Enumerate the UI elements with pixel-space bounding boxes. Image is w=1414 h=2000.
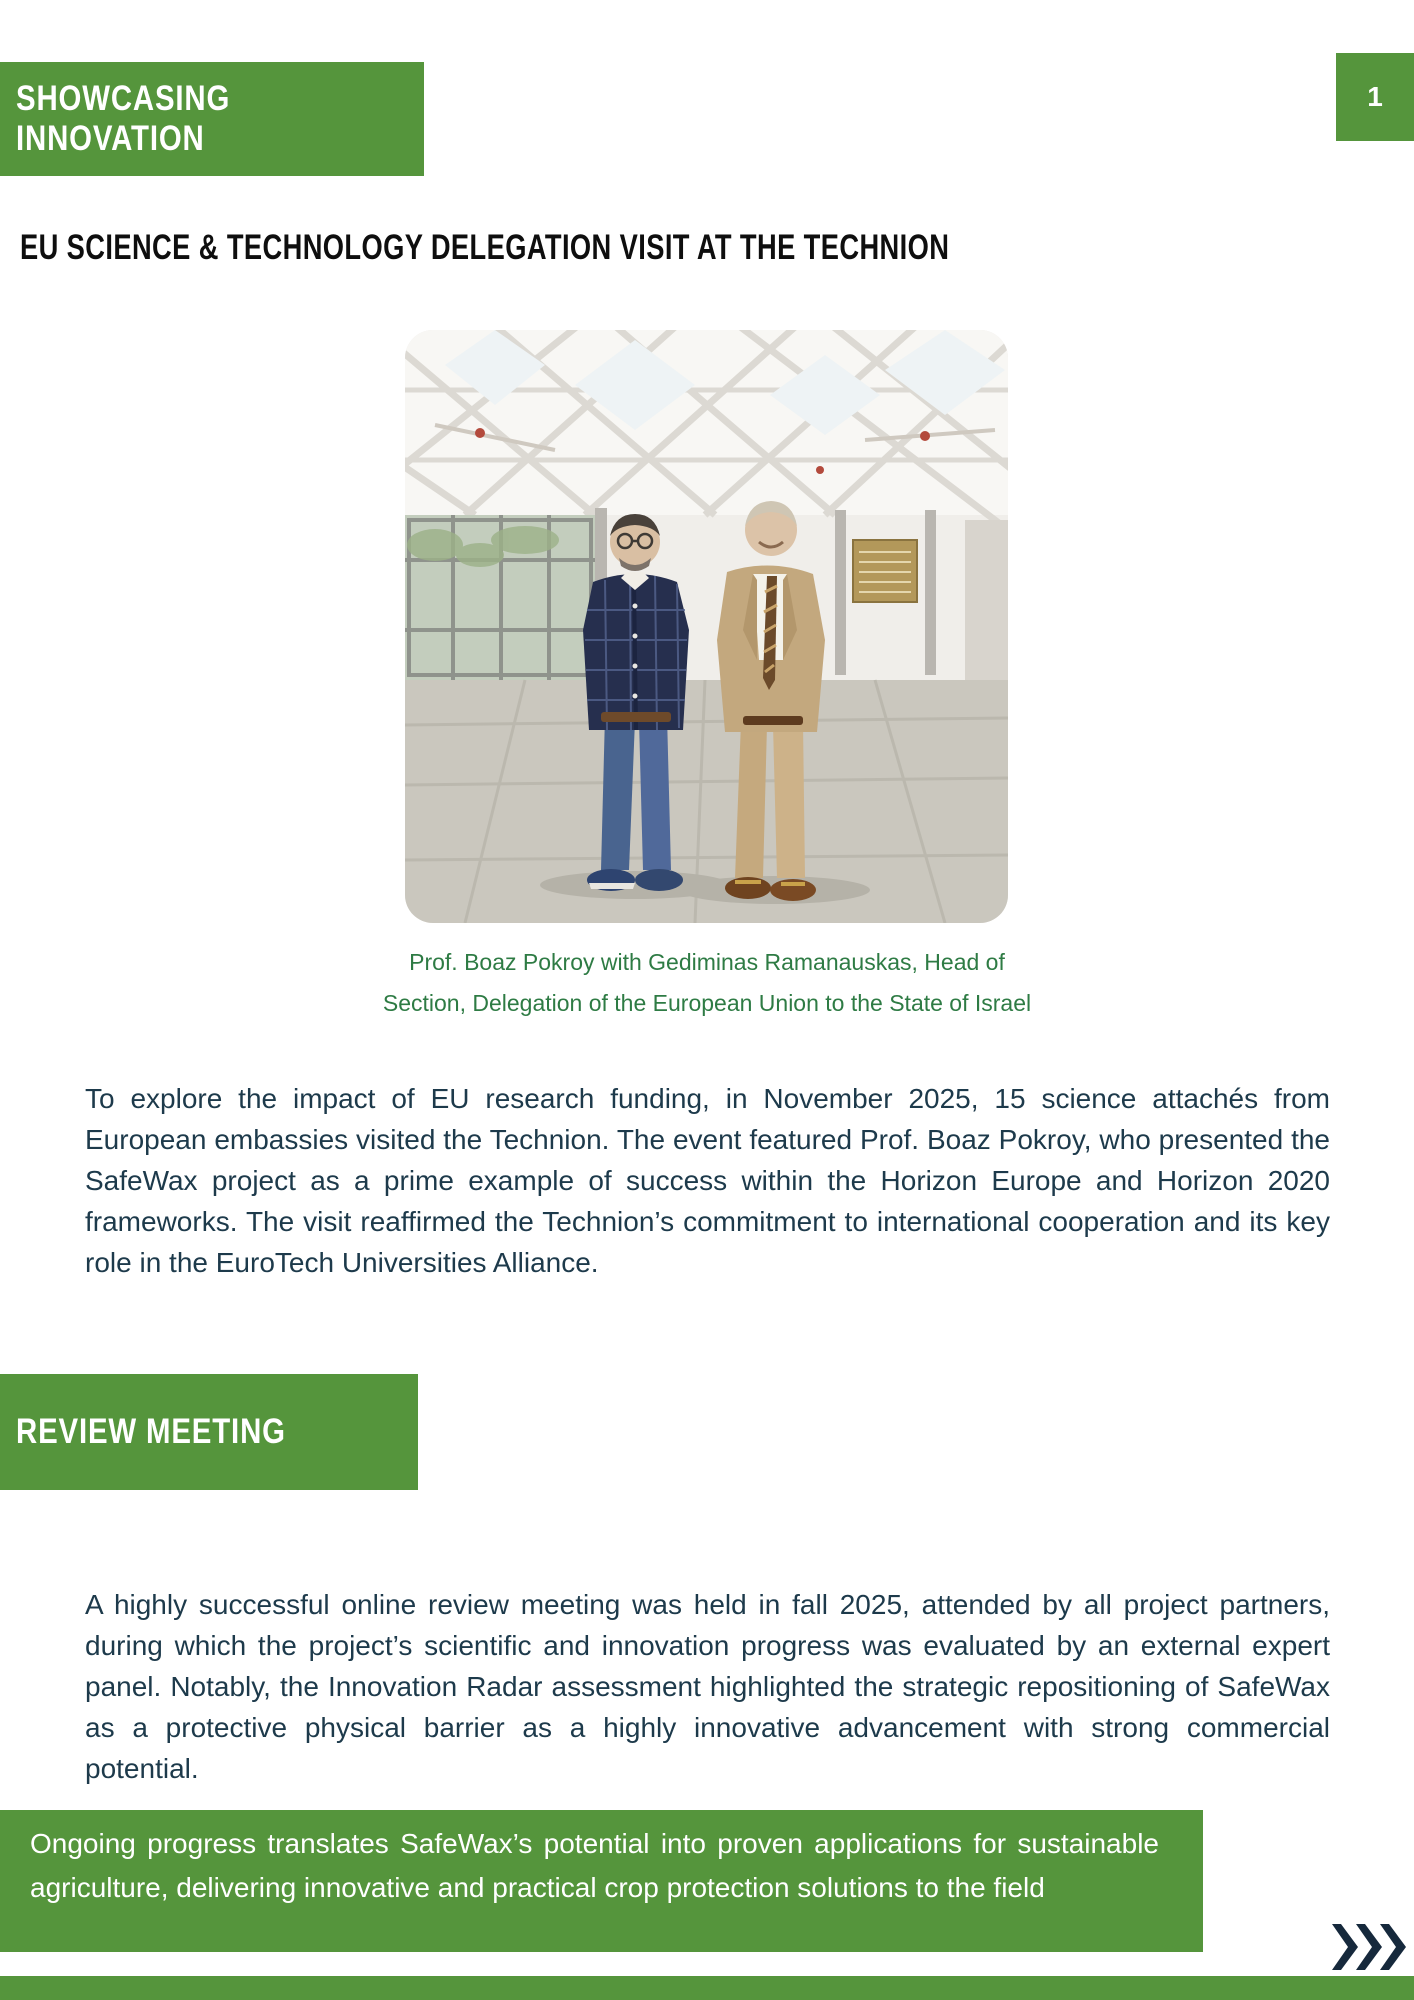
review-paragraph: A highly successful online review meeting was held in fall 2025, attended by all project partners, during which the project’s scientific and innovation progress was evaluated by an external expert panel. Notably, the Innovation Radar assessment highlighted the strategic repositioning of SafeWax as a protective physical barrier as a highly innovative advancement with strong commercial potential. bbox=[85, 1589, 1330, 1784]
photo-illustration bbox=[405, 330, 1008, 923]
footer-banner-text: Ongoing progress translates SafeWax’s potential into proven applications for sustainable agriculture, delivering innovative and practical crop protection solutions to the field bbox=[30, 1828, 1159, 1903]
review-meeting-heading: REVIEW MEETING bbox=[16, 1412, 286, 1451]
delegation-photo bbox=[405, 330, 1008, 923]
photo-caption-line2: Section, Delegation of the European Union to the State of Israel bbox=[382, 990, 1032, 1016]
photo-caption bbox=[200, 942, 1214, 1024]
footer-banner bbox=[0, 1810, 1203, 1952]
page-number-badge bbox=[1336, 53, 1414, 141]
header-title-line1: SHOWCASING bbox=[16, 79, 231, 118]
header-title-line2: INNOVATION bbox=[16, 119, 205, 158]
review-meeting-band bbox=[0, 1374, 418, 1490]
page-number: 1 bbox=[1367, 81, 1383, 112]
bottom-bar bbox=[0, 1976, 1414, 2000]
section-heading-delegation: EU SCIENCE & TECHNOLOGY DELEGATION VISIT AT THE TECHNION bbox=[20, 228, 950, 267]
photo-caption-line1: Prof. Boaz Pokroy with Gediminas Ramanauskas, Head of bbox=[409, 949, 1005, 975]
header-band bbox=[0, 62, 424, 176]
delegation-paragraph: To explore the impact of EU research funding, in November 2025, 15 science attachés from European embassies visited the Technion. The event featured Prof. Boaz Pokroy, who presented the SafeWax project as a prime example of success within the Horizon Europe and Horizon 2020 frameworks. The visit reaffirmed the Technion’s commitment to international cooperation and its key role in the EuroTech Universities Alliance. bbox=[85, 1083, 1330, 1278]
triple-chevron-right-icon[interactable] bbox=[1330, 1924, 1406, 1970]
